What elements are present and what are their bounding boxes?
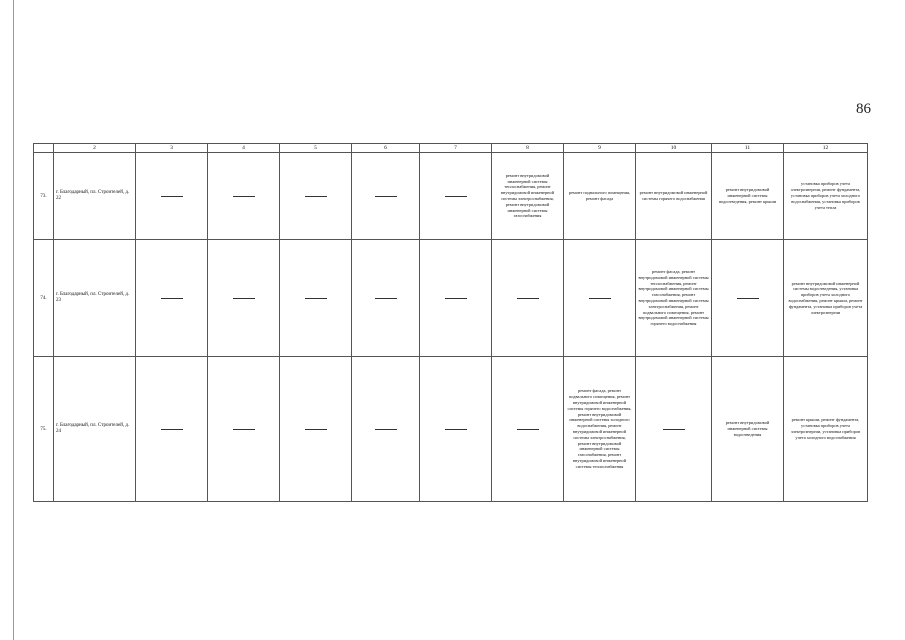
table-row [34,357,868,502]
address-cell: г. Благодарный, пл. Строителей, д. 22 [54,153,136,240]
row-number: 73. [34,153,54,240]
address-cell: г. Благодарный, пл. Строителей, д. 23 [54,240,136,357]
column-header: 10 [636,144,712,153]
empty-cell-dash [136,357,208,502]
column-header: 2 [54,144,136,153]
work-cell: ремонт внутридомовой инженерной системы горячего водоснабжения [636,153,712,240]
column-header [34,144,54,153]
empty-cell-dash [280,240,352,357]
empty-cell-dash [352,357,420,502]
empty-cell-dash [420,357,492,502]
column-header: 4 [208,144,280,153]
empty-cell-dash [420,153,492,240]
table-row [34,240,868,357]
column-header: 3 [136,144,208,153]
empty-cell-dash [208,240,280,357]
column-header: 6 [352,144,420,153]
empty-cell-dash [136,240,208,357]
column-header: 7 [420,144,492,153]
empty-cell-dash [280,153,352,240]
empty-cell-dash [208,357,280,502]
empty-cell-dash [352,153,420,240]
work-cell: ремонт фасада, ремонт подвального помещения, ремонт внутридомовой инженерной системы горячего водоснабжения, ремонт внутридомовой инженерной системы холодного водоснабжения, ремонт внутридомовой инженерной системы электроснабжения, ремонт внутридомовой инженерной системы газоснабжения, ремонт внутридомовой инженерной системы теплоснабжения [564,357,636,502]
work-cell: ремонт внутридомовой инженерной системы теплоснабжения, ремонт внутридомовой инженерной системы электроснабжения, ремонт внутридомовой инженерной системы газоснабжения [492,153,564,240]
column-number-row [34,144,868,153]
empty-cell-dash [492,240,564,357]
column-header: 5 [280,144,352,153]
works-table [33,143,868,502]
work-cell: ремонт подвального помещения, ремонт фасада [564,153,636,240]
empty-cell-dash [492,357,564,502]
work-cell: ремонт внутридомовой инженерной системы водоотведения [712,357,784,502]
empty-cell-dash [280,357,352,502]
work-cell: ремонт крыши, ремонт фундамента, установка приборов учета электроэнергии, установка приборов учета холодного водоснабжения [784,357,868,502]
address-cell: г. Благодарный, пл. Строителей, д. 24 [54,357,136,502]
empty-cell-dash [136,153,208,240]
work-cell: установка приборов учета электроэнергии, ремонт фундамента, установка приборов учета холодного водоснабжения, установка приборов учета тепла [784,153,868,240]
column-header: 12 [784,144,868,153]
work-cell: ремонт внутридомовой инженерной системы водоотведения, установка приборов учета холодного водоснабжения, ремонт крыши, ремонт фундамента, установка приборов учета электроэнергии [784,240,868,357]
empty-cell-dash [420,240,492,357]
column-header: 8 [492,144,564,153]
empty-cell-dash [352,240,420,357]
empty-cell-dash [208,153,280,240]
empty-cell-dash [712,240,784,357]
row-number: 75. [34,357,54,502]
row-number: 74. [34,240,54,357]
table-row [34,153,868,240]
left-margin-rule [13,0,14,640]
empty-cell-dash [636,357,712,502]
column-header: 11 [712,144,784,153]
page-number: 86 [856,101,871,117]
work-cell: ремонт фасада, ремонт внутридомовой инженерной системы теплоснабжения, ремонт внутридомовой инженерной системы газоснабжения, ремонт внутридомовой инженерной системы электроснабжения, ремонт подвального помещения, ремонт внутридомовой инженерной системы горячего водоснабжения [636,240,712,357]
empty-cell-dash [564,240,636,357]
work-cell: ремонт внутридомовой инженерной системы водоотведения, ремонт крыши [712,153,784,240]
column-header: 9 [564,144,636,153]
